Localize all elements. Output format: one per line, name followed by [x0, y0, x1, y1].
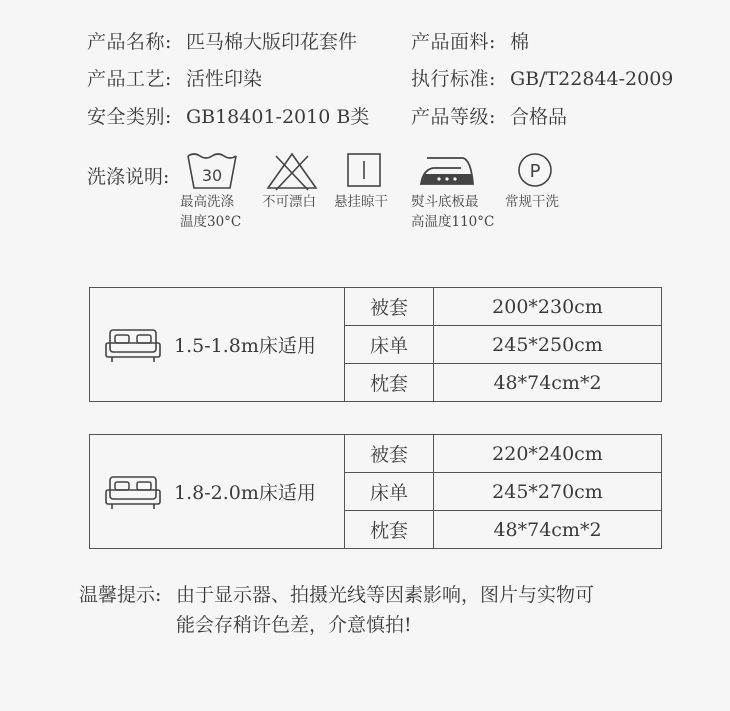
- spec-label: 执行标准:: [411, 68, 496, 90]
- care-text: 高温度110°C: [411, 214, 495, 230]
- spec-safety: [87, 102, 369, 129]
- item-name: 被套: [345, 435, 434, 473]
- tip-note: [79, 580, 594, 640]
- spec-process: [87, 64, 262, 91]
- spec-label: 产品工艺:: [87, 68, 172, 90]
- spec-label: 安全类别:: [87, 106, 172, 128]
- item-name: 枕套: [345, 364, 434, 402]
- spec-label: 产品面料:: [411, 31, 496, 53]
- item-name: 床单: [345, 473, 434, 511]
- dry-clean-icon: [505, 150, 565, 192]
- bed-size-cell: [90, 288, 345, 402]
- bed-size-label: 1.5-1.8m床适用: [174, 335, 316, 357]
- tip-line-1: 由于显示器、拍摄光线等因素影响，图片与实物可: [176, 584, 595, 606]
- size-table-1: [89, 287, 662, 402]
- tip-line-2: 能会存稍许色差，介意慎拍!: [176, 614, 412, 636]
- wash-title: 洗涤说明:: [87, 166, 170, 188]
- care-iron: [411, 150, 494, 232]
- care-line-dry: [334, 150, 394, 212]
- item-name: 床单: [345, 326, 434, 364]
- bed-size-label: 1.8-2.0m床适用: [174, 482, 316, 504]
- item-size: 200*230cm: [434, 288, 662, 326]
- table-row: [90, 288, 662, 326]
- spec-value: 匹马棉大版印花套件: [185, 31, 357, 53]
- spec-product-name: [87, 27, 357, 54]
- item-size: 48*74cm*2: [434, 364, 662, 402]
- spec-label: 产品等级:: [411, 106, 496, 128]
- wash-30-icon: [184, 150, 244, 192]
- item-size: 48*74cm*2: [434, 511, 662, 549]
- item-size: 220*240cm: [434, 435, 662, 473]
- care-text: 不可漂白: [262, 194, 316, 210]
- spec-value: GB18401-2010 B类: [185, 106, 370, 128]
- wash-temp-number: 30: [201, 166, 223, 185]
- tip-label: 温馨提示:: [79, 584, 162, 606]
- line-dry-icon: [334, 150, 394, 192]
- care-text: 悬挂晾干: [334, 194, 388, 210]
- spec-grade: [411, 102, 567, 129]
- size-table-2: [89, 434, 662, 549]
- care-text: 常规干洗: [505, 194, 559, 210]
- bed-icon: [104, 473, 162, 511]
- item-name: 被套: [345, 288, 434, 326]
- bed-size-cell: [90, 435, 345, 549]
- spec-fabric: [411, 27, 529, 54]
- spec-value: 棉: [509, 31, 529, 53]
- spec-value: 活性印染: [185, 68, 262, 90]
- care-text: 最高洗涤: [180, 194, 234, 210]
- iron-icon: [411, 150, 481, 192]
- item-size: 245*270cm: [434, 473, 662, 511]
- spec-value: 合格品: [509, 106, 567, 128]
- dry-clean-letter: P: [529, 161, 541, 182]
- care-dry-clean: [505, 150, 565, 212]
- table-row: [90, 435, 662, 473]
- no-bleach-icon: [262, 150, 322, 192]
- item-size: 245*250cm: [434, 326, 662, 364]
- bed-icon: [104, 326, 162, 364]
- spec-label: 产品名称:: [87, 31, 172, 53]
- care-text: 温度30°C: [180, 214, 242, 230]
- item-name: 枕套: [345, 511, 434, 549]
- care-wash-30: [180, 150, 244, 232]
- care-text: 熨斗底板最: [411, 194, 479, 210]
- spec-standard: [411, 64, 673, 91]
- care-no-bleach: [262, 150, 322, 212]
- spec-value: GB/T22844-2009: [509, 68, 674, 90]
